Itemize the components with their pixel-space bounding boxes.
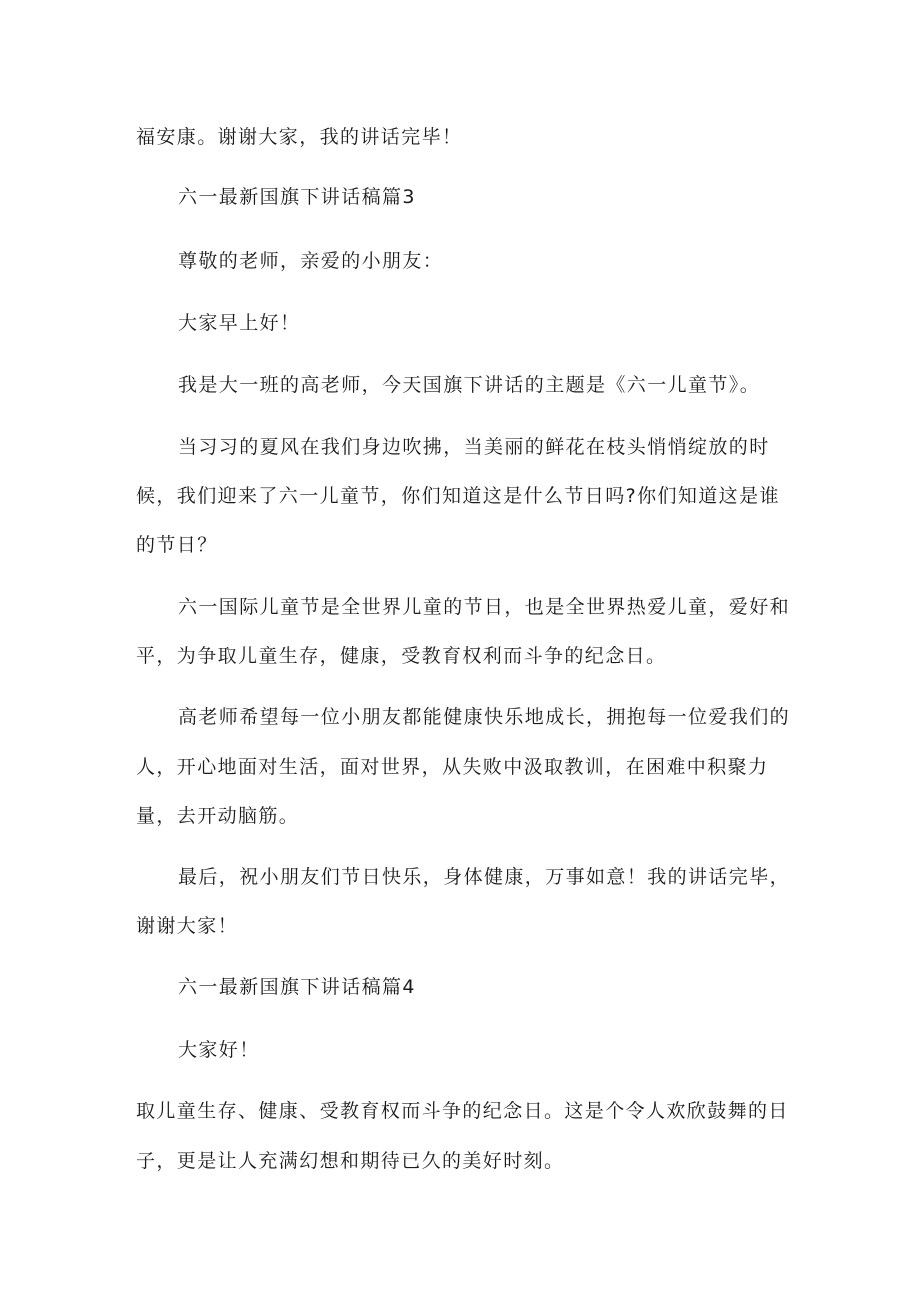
paragraph-line: 平，为争取儿童生存，健康，受教育权利而斗争的纪念日。 [136,645,667,667]
section-heading: 六一最新国旗下讲话稿篇4 [178,976,416,998]
paragraph-line: 候，我们迎来了六一儿童节，你们知道这是什么节日吗?你们知道这是谁 [136,485,780,507]
paragraph-line: 谢谢大家！ [136,915,239,937]
section-heading: 六一最新国旗下讲话稿篇3 [178,186,416,208]
salutation: 尊敬的老师，亲爱的小朋友： [178,250,444,272]
greeting: 大家好！ [178,1039,260,1061]
paragraph-line: 当习习的夏风在我们身边吹拂，当美丽的鲜花在枝头悄悄绽放的时 [178,436,770,458]
paragraph-line: 六一国际儿童节是全世界儿童的节日，也是全世界热爱儿童，爱好和 [178,596,791,618]
paragraph-line: 人，开心地面对生活，面对世界，从失败中汲取教训，在困难中积聚力 [136,756,769,778]
paragraph-line: 的节日？ [136,534,218,556]
paragraph-line: 取儿童生存、健康、受教育权而斗争的纪念日。这是个令人欢欣鼓舞的日 [136,1100,789,1122]
paragraph-line: 我是大一班的高老师，今天国旗下讲话的主题是《六一儿童节》。 [178,374,761,396]
paragraph-line: 高老师希望每一位小朋友都能健康快乐地成长，拥抱每一位爱我们的 [178,706,791,728]
paragraph-line: 子，更是让人充满幻想和期待已久的美好时刻。 [136,1150,565,1172]
paragraph-line: 量，去开动脑筋。 [136,805,300,827]
paragraph-line: 福安康。谢谢大家，我的讲话完毕！ [136,126,463,148]
paragraph-line: 最后，祝小朋友们节日快乐，身体健康，万事如意！我的讲话完毕， [178,866,791,888]
greeting: 大家早上好！ [178,312,301,334]
